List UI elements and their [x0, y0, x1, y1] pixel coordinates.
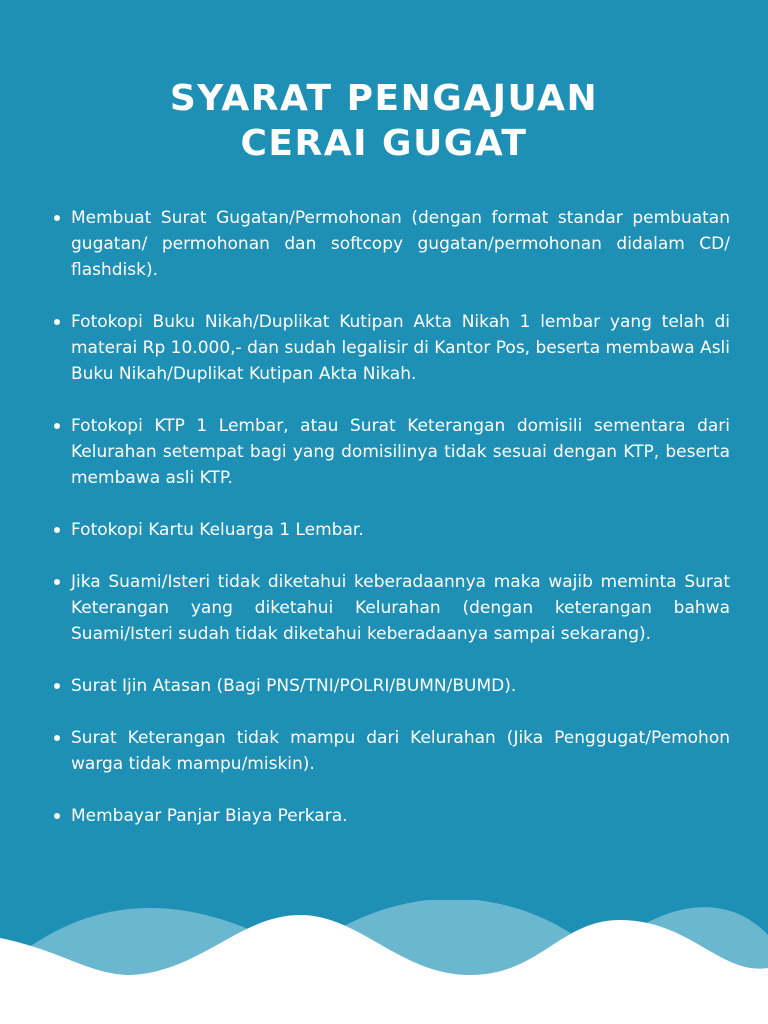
list-item: [47, 413, 730, 491]
list-item: [47, 205, 730, 283]
requirement-text: Fotokopi KTP 1 Lembar, atau Surat Keterangan domisili sementara dari Kelurahan setempat bagi yang domisilinya tidak sesuai dengan KTP, beserta membawa asli KTP.: [71, 416, 730, 488]
page-title: [0, 76, 768, 166]
list-item: [47, 725, 730, 777]
requirement-text: Membuat Surat Gugatan/Permohonan (dengan format standar pembuatan gugatan/ permohonan dan softcopy gugatan/permohonan didalam CD/ flashdisk).: [71, 208, 730, 280]
requirement-text: Fotokopi Buku Nikah/Duplikat Kutipan Akta Nikah 1 lembar yang telah di materai Rp 10.000,- dan sudah legalisir di Kantor Pos, beserta membawa Asli Buku Nikah/Duplikat Kutipan Akta Nikah.: [71, 312, 730, 384]
wave-decoration: [0, 900, 768, 1024]
title-line-2: CERAI GUGAT: [240, 123, 528, 165]
requirement-text: Surat Keterangan tidak mampu dari Kelurahan (Jika Penggugat/Pemohon warga tidak mampu/miskin).: [71, 728, 730, 774]
requirement-text: Membayar Panjar Biaya Perkara.: [71, 806, 348, 826]
requirement-text: Surat Ijin Atasan (Bagi PNS/TNI/POLRI/BUMN/BUMD).: [71, 676, 517, 696]
bullet-icon: [54, 579, 60, 585]
requirement-text: Fotokopi Kartu Keluarga 1 Lembar.: [71, 520, 364, 540]
bullet-icon: [54, 527, 60, 533]
bullet-icon: [54, 683, 60, 689]
bullet-icon: [54, 813, 60, 819]
list-item: [47, 569, 730, 647]
title-line-1: SYARAT PENGAJUAN: [169, 78, 599, 120]
list-item: [47, 803, 730, 829]
requirements-list: [47, 205, 730, 855]
bullet-icon: [54, 423, 60, 429]
bullet-icon: [54, 319, 60, 325]
list-item: [47, 673, 730, 699]
bullet-icon: [54, 215, 60, 221]
list-item: [47, 309, 730, 387]
list-item: [47, 517, 730, 543]
requirement-text: Jika Suami/Isteri tidak diketahui keberadaannya maka wajib meminta Surat Keterangan yang diketahui Kelurahan (dengan keterangan bahwa Suami/Isteri sudah tidak diketahui keberadaanya sampai sekarang).: [71, 572, 730, 644]
bullet-icon: [54, 735, 60, 741]
